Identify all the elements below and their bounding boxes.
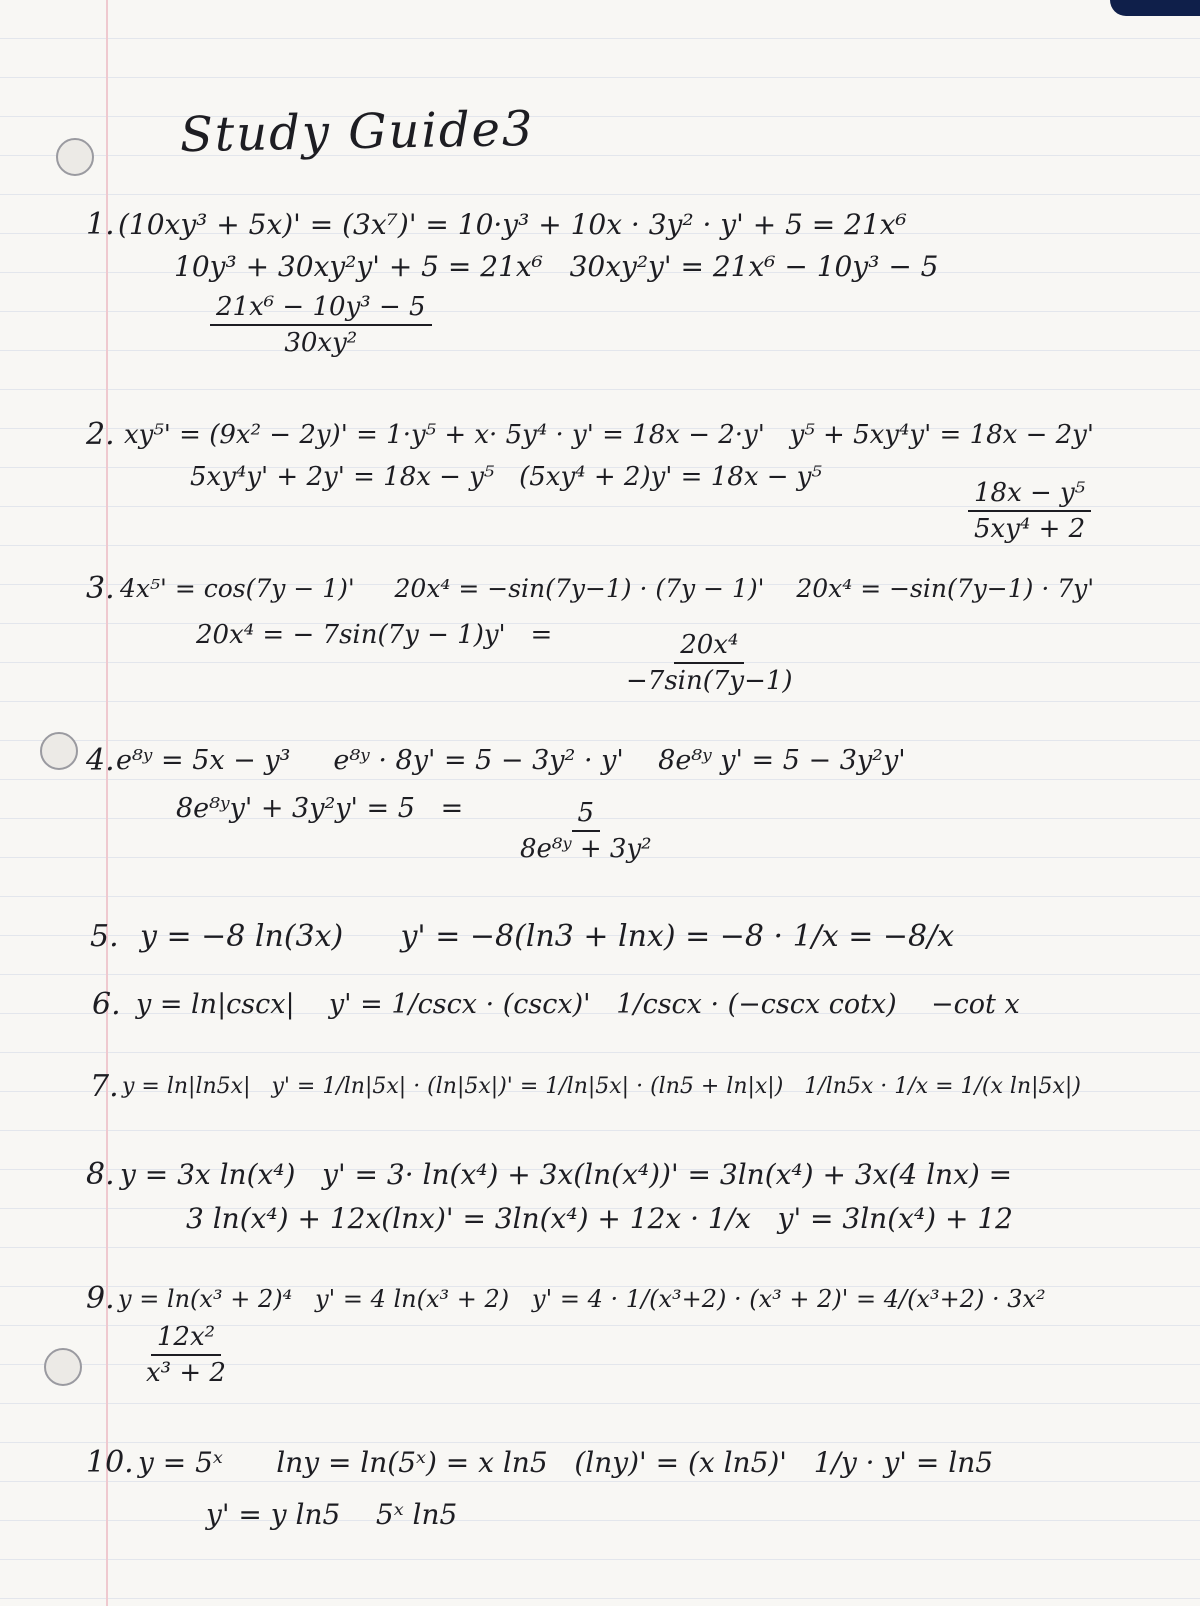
problem-3-answer bbox=[626, 630, 793, 696]
problem-4-line-2: 8e⁸ʸy' + 3y²y' = 5 = bbox=[176, 793, 464, 824]
answer-denominator: 30xy² bbox=[284, 328, 358, 358]
binder-clip bbox=[1110, 0, 1200, 16]
problem-4-line-1: e⁸ʸ = 5x − y³ e⁸ʸ · 8y' = 5 − 3y² · y' 8e⁸ʸ y' = 5 − 3y²y' bbox=[116, 745, 906, 776]
punch-hole-3 bbox=[44, 1348, 82, 1386]
problem-2-line-2: 5xy⁴y' + 2y' = 18x − y⁵ (5xy⁴ + 2)y' = 18x − y⁵ bbox=[190, 462, 822, 492]
problem-number: 8. bbox=[86, 1157, 115, 1192]
problem-3-line-1: 4x⁵' = cos(7y − 1)' 20x⁴ = −sin(7y−1) · (7y − 1)' 20x⁴ = −sin(7y−1) · 7y' bbox=[120, 574, 1095, 603]
problem-9-line-1: y = ln(x³ + 2)⁴ y' = 4 ln(x³ + 2) y' = 4 · 1/(x³+2) · (x³ + 2)' = 4/(x³+2) · 3x² bbox=[118, 1285, 1046, 1313]
problem-number: 6. bbox=[92, 987, 121, 1022]
problem-1-line-1: (10xy³ + 5x)' = (3x⁷)' = 10·y³ + 10x · 3y² · y' + 5 = 21x⁶ bbox=[118, 208, 907, 241]
answer-denominator: x³ + 2 bbox=[146, 1358, 226, 1388]
punch-hole-2 bbox=[40, 732, 78, 770]
answer-denominator: 8e⁸ʸ + 3y² bbox=[520, 834, 652, 864]
problem-number: 5. bbox=[90, 919, 119, 954]
problem-8-line-1: y = 3x ln(x⁴) y' = 3· ln(x⁴) + 3x(ln(x⁴))' = 3ln(x⁴) + 3x(4 lnx) = bbox=[120, 1158, 1013, 1191]
problem-number: 1. bbox=[86, 207, 115, 242]
problem-4-answer bbox=[520, 798, 652, 864]
problem-number: 3. bbox=[86, 571, 115, 606]
problem-8-line-2: 3 ln(x⁴) + 12x(lnx)' = 3ln(x⁴) + 12x · 1/x y' = 3ln(x⁴) + 12 bbox=[186, 1202, 1013, 1235]
punch-hole-1 bbox=[56, 138, 94, 176]
answer-denominator: 5xy⁴ + 2 bbox=[974, 514, 1086, 544]
answer-numerator: 12x² bbox=[151, 1322, 221, 1356]
problem-number: 2. bbox=[86, 417, 115, 452]
answer-denominator: −7sin(7y−1) bbox=[626, 666, 793, 696]
answer-numerator: 21x⁶ − 10y³ − 5 bbox=[210, 292, 432, 326]
problem-number: 10. bbox=[86, 1445, 134, 1480]
problem-2-line-1: xy⁵' = (9x² − 2y)' = 1·y⁵ + x· 5y⁴ · y' = 18x − 2·y' y⁵ + 5xy⁴y' = 18x − 2y' bbox=[124, 420, 1095, 450]
problem-1-answer bbox=[210, 292, 432, 358]
answer-numerator: 20x⁴ bbox=[674, 630, 744, 664]
problem-number: 7. bbox=[90, 1069, 119, 1104]
answer-numerator: 18x − y⁵ bbox=[968, 478, 1091, 512]
problem-number: 4. bbox=[86, 743, 115, 778]
problem-1-line-2: 10y³ + 30xy²y' + 5 = 21x⁶ 30xy²y' = 21x⁶ − 10y³ − 5 bbox=[174, 250, 939, 283]
problem-6-line-1: y = ln|cscx| y' = 1/cscx · (cscx)' 1/cscx · (−cscx cotx) −cot x bbox=[136, 989, 1020, 1020]
page-title: Study Guide3 bbox=[179, 100, 535, 164]
problem-10-line-2: y' = y ln5 5ˣ ln5 bbox=[206, 1498, 458, 1531]
problem-3-line-2: 20x⁴ = − 7sin(7y − 1)y' = bbox=[196, 620, 553, 650]
problem-10-line-1: y = 5ˣ lny = ln(5ˣ) = x ln5 (lny)' = (x ln5)' 1/y · y' = ln5 bbox=[138, 1446, 994, 1479]
problem-7-line-1: y = ln|ln5x| y' = 1/ln|5x| · (ln|5x|)' = 1/ln|5x| · (ln5 + ln|x|) 1/ln5x · 1/x = 1/(x ln|5x|) bbox=[122, 1074, 1081, 1099]
answer-numerator: 5 bbox=[572, 798, 601, 832]
problem-2-answer bbox=[968, 478, 1091, 544]
problem-number: 9. bbox=[86, 1281, 115, 1316]
problem-9-answer bbox=[146, 1322, 226, 1388]
problem-5-line-1: y = −8 ln(3x) y' = −8(ln3 + lnx) = −8 · 1/x = −8/x bbox=[140, 919, 955, 954]
